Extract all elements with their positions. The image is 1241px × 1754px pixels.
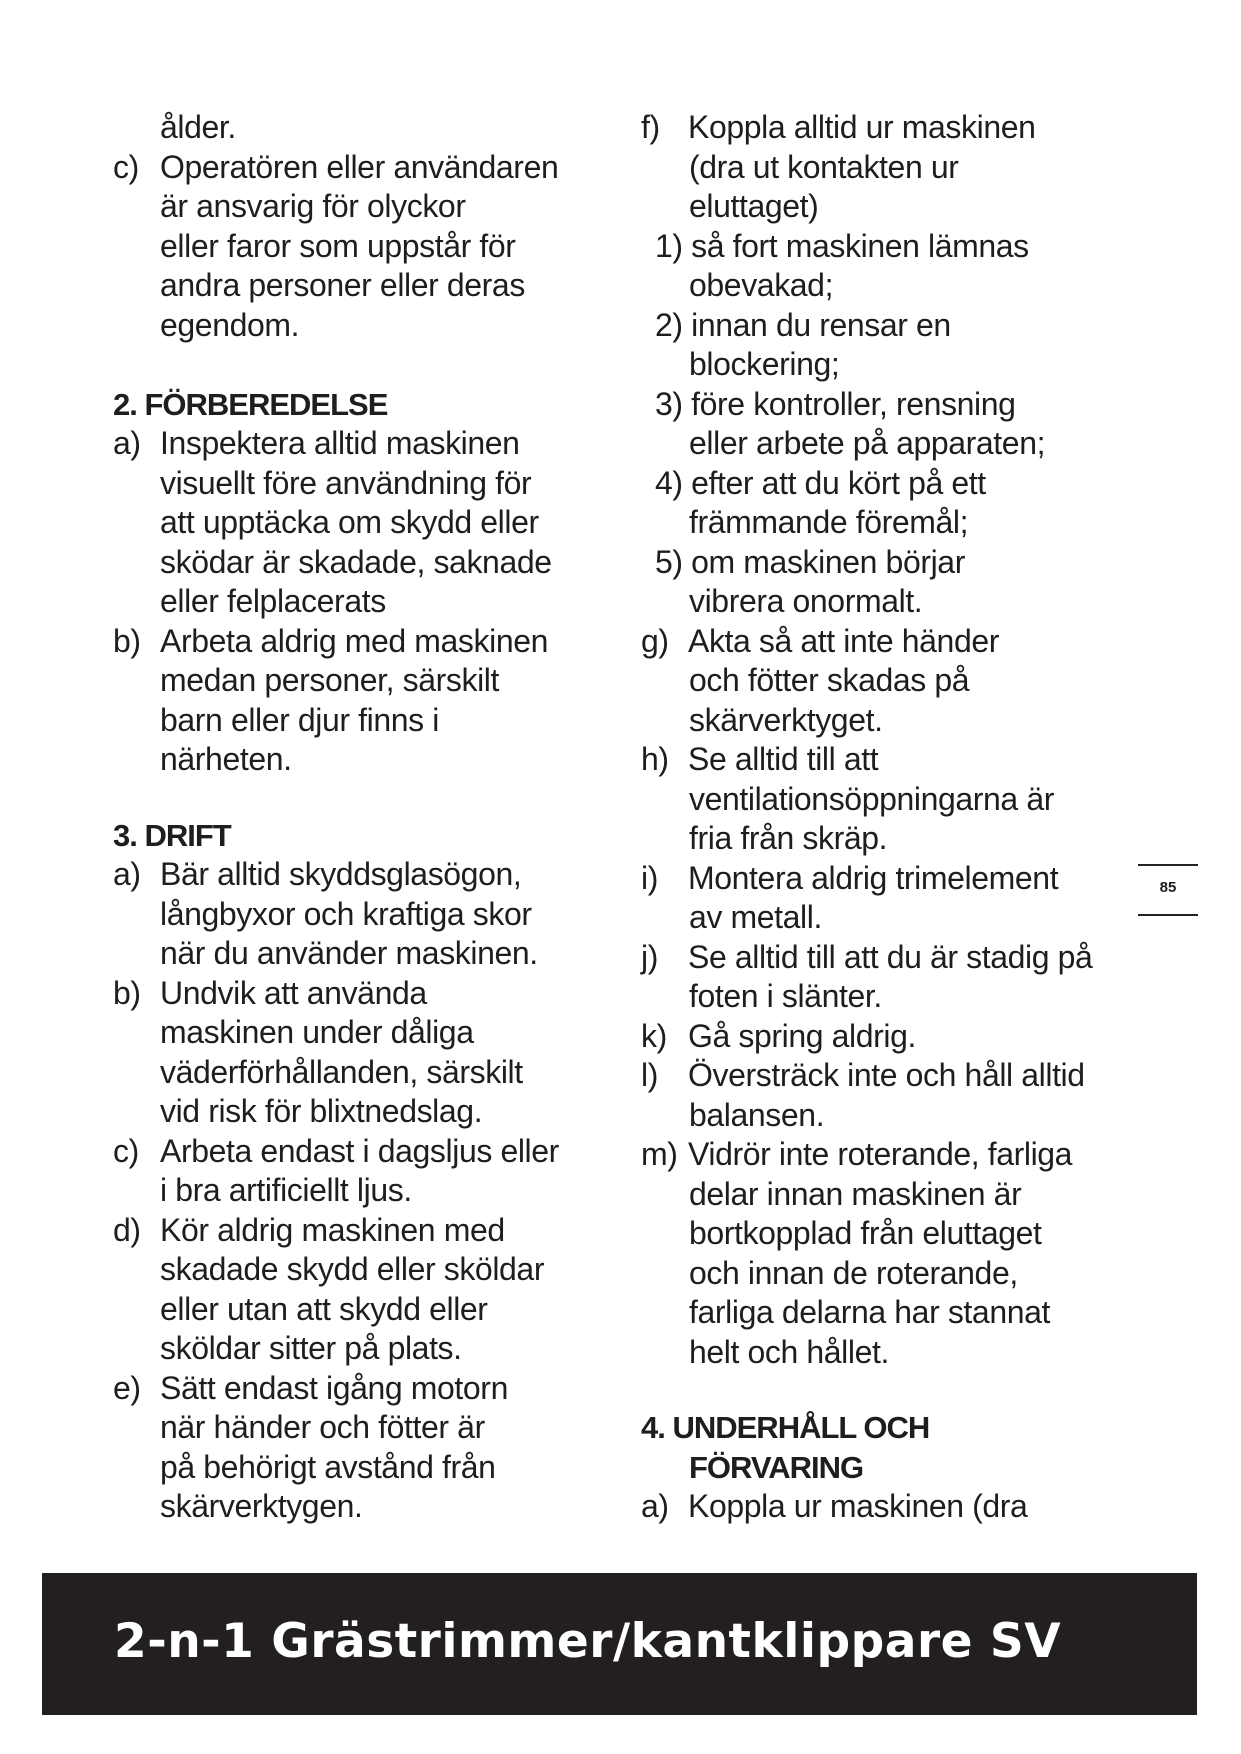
list-item: i) Montera aldrig trimelement av metall. (641, 859, 1059, 935)
sub-list-item: 5) om maskinen börjar vibrera onormalt. (655, 543, 965, 619)
section-heading-preparation: 2. FÖRBEREDELSE (113, 386, 388, 422)
right-column: f) Koppla alltid ur maskinen (dra ut kontakten ur eluttaget) 1) så fort maskinen lämnas obevakad; 2) innan du rensar en blockering; 3) före kontroller, rensning eller arbete på apparaten; 4) efter att du kört på ett främmande föremål; 5) om maskinen börjar vibrera onormalt. g) Akta så att inte händer och fötter skadas på skärverktyget. h) Se alltid till att ventilationsöppningarna är fria från skräp. i) Montera aldrig trimelement av metall. j) Se alltid till att du är stadig på foten i slänter. k) Gå spring aldrig. l) Översträck inte och håll alltid balansen. m) Vidrör inte roterande, farliga delar innan maskinen är bortkopplad från eluttaget och innan de roterande, farliga delarna har stannat helt och hållet. 4. UNDERHÅLL OCH FÖRVARING a) Koppla ur maskinen (dra (641, 108, 1131, 1527)
sub-list-item: 4) efter att du kört på ett främmande föremål; (655, 464, 986, 540)
sub-list-item: 1) så fort maskinen lämnas obevakad; (655, 227, 1029, 303)
list-item: e) Sätt endast igång motorn när händer och fötter är på behörigt avstånd från skärverktygen. (113, 1369, 508, 1524)
list-item: d) Kör aldrig maskinen med skadade skydd eller sköldar eller utan att skydd eller sköldar sitter på plats. (113, 1211, 545, 1366)
text-line: ålder. (160, 109, 236, 145)
list-item: f) Koppla alltid ur maskinen (dra ut kontakten ur eluttaget) (641, 109, 1036, 224)
list-item: h) Se alltid till att ventilationsöppningarna är fria från skräp. (641, 741, 1054, 856)
list-item-c: c) Operatören eller användaren (113, 148, 613, 188)
list-item: g) Akta så att inte händer och fötter skadas på skärverktyget. (641, 622, 1000, 738)
item-label: c) (113, 148, 139, 185)
section-heading-maintenance-cont: FÖRVARING (689, 1449, 864, 1485)
footer-title: 2-n-1 Grästrimmer/kantklippare SV (114, 1614, 1062, 1669)
list-item: a) Bär alltid skyddsglasögon, långbyxor och kraftiga skor när du använder maskinen. (113, 856, 538, 971)
list-item: m) Vidrör inte roterande, farliga delar innan maskinen är bortkopplad från eluttaget och innan de roterande, farliga delarna har stannat helt och hållet. (641, 1136, 1073, 1370)
section-heading-operation: 3. DRIFT (113, 817, 231, 853)
footer-bar (42, 1573, 1197, 1715)
left-column: ålder. c) Operatören eller användaren är ansvarig för olyckor eller faror som uppstår för andra personer eller deras egendom. 2. FÖRBEREDELSE a) Inspektera alltid maskinen visuellt före användning för att upptäcka om skydd eller sködar är skadade, saknade eller felplacerats b) Arbeta aldrig med maskinen medan personer, särskilt barn eller djur finns i närheten. 3. DRIFT a) Bär alltid skyddsglasögon, långbyxor och kraftiga skor när du använder maskinen. b) Undvik att använda maskinen under dåliga väderförhållanden, särskilt vid risk för blixtnedslag. c) Arbeta endast i dagsljus eller i bra artificiellt ljus. d) Kör aldrig maskinen med skadade skydd eller sköldar eller utan att skydd eller sköldar sitter på plats. e) Sätt endast igång motorn när händer och fötter är på behörigt avstånd från skärverktygen. (113, 108, 613, 1527)
page-number: 85 (1138, 864, 1198, 916)
list-item: b) Undvik att använda maskinen under dåliga väderförhållanden, särskilt vid risk för blixtnedslag. (113, 974, 523, 1129)
sub-list-item: 2) innan du rensar en blockering; (655, 306, 951, 382)
section-heading-maintenance: 4. UNDERHÅLL OCH (641, 1410, 930, 1445)
list-item: a) Inspektera alltid maskinen visuellt före användning för att upptäcka om skydd eller sködar är skadade, saknade eller felplacerats (113, 425, 552, 619)
list-item: j) Se alltid till att du är stadig på foten i slänter. (641, 938, 1093, 1014)
sub-list-item: 3) före kontroller, rensning eller arbete på apparaten; (655, 385, 1046, 461)
list-item: c) Arbeta endast i dagsljus eller i bra artificiellt ljus. (113, 1132, 559, 1208)
list-item: b) Arbeta aldrig med maskinen medan personer, särskilt barn eller djur finns i närheten. (113, 622, 549, 777)
list-item: k) Gå spring aldrig. (641, 1017, 916, 1054)
list-item: l) Översträck inte och håll alltid balansen. (641, 1057, 1085, 1133)
